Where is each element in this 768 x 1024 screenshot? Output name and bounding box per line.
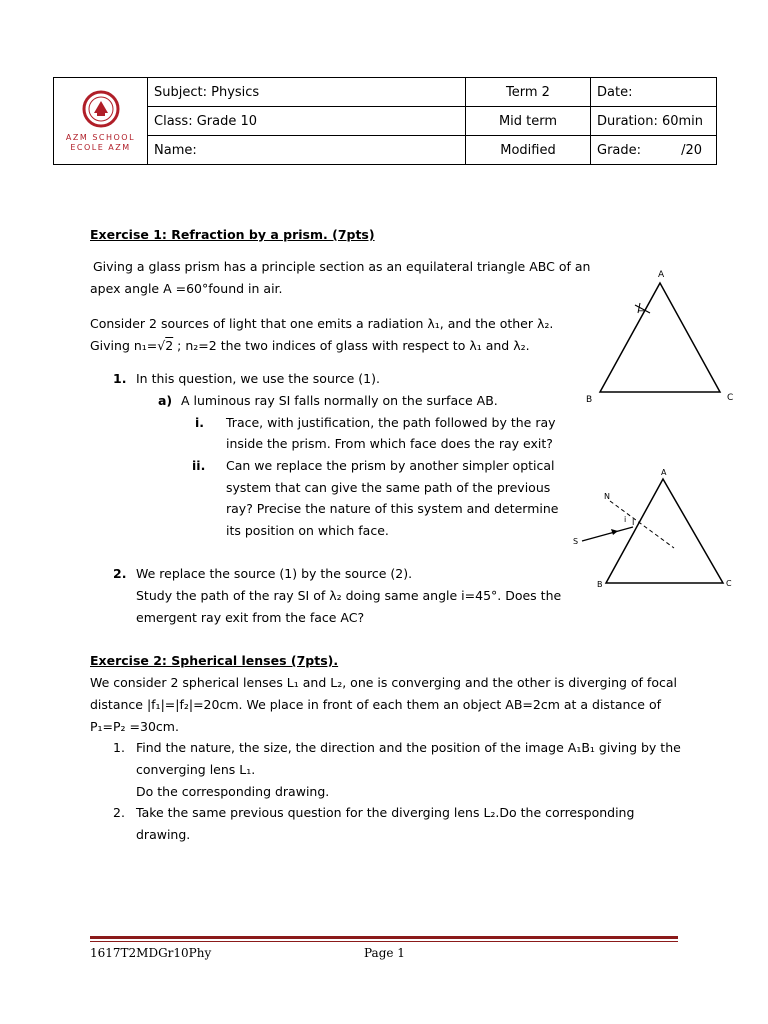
school-logo-cell xyxy=(54,78,148,165)
fig1-label-B: B xyxy=(586,395,593,405)
ex1-intro-line2: apex angle A =60°found in air. xyxy=(90,281,283,296)
ex2-q2-line1: Take the same previous question for the diverging lens L₂.Do the corresponding xyxy=(136,805,635,820)
ex1-q2-line1: We replace the source (1) by the source (2). xyxy=(136,566,413,581)
school-emblem-icon xyxy=(81,89,121,129)
subject-cell: Subject: Physics xyxy=(148,78,466,107)
ex1-qii-line3: ray? Precise the nature of this system and determine xyxy=(226,501,559,516)
header-table xyxy=(53,77,717,165)
ex1-sources-line1: Consider 2 sources of light that one emits a radiation λ₁, and the other λ₂. xyxy=(90,316,554,331)
ex1-n1-text: Giving n₁= xyxy=(90,338,158,353)
prism-triangle-2 xyxy=(606,479,723,583)
ex2-q1-number: 1. xyxy=(113,740,125,755)
ex1-intro-line1: Giving a glass prism has a principle section as an equilateral triangle ABC of an xyxy=(93,259,591,274)
grade-cell xyxy=(591,136,717,165)
ex1-q2-line3: emergent ray exit from the face AC? xyxy=(136,610,365,625)
fig1-label-I: I xyxy=(637,309,646,312)
fig2-label-B: B xyxy=(597,580,603,589)
fig2-label-A: A xyxy=(661,468,667,477)
ex1-qii-line4: its position on which face. xyxy=(226,523,389,538)
ex1-qi-line2: inside the prism. From which face does the ray exit? xyxy=(226,436,553,451)
fig2-normal-line xyxy=(610,501,674,548)
ex1-q1-number: 1. xyxy=(113,371,127,386)
ex1-sources-line2 xyxy=(90,337,530,355)
fig2-label-I: I xyxy=(632,518,635,527)
ex2-para-line3: P₁=P₂ =30cm. xyxy=(90,719,179,734)
exercise1-title: Exercise 1: Refraction by a prism. (7pts) xyxy=(90,227,375,242)
grade-total: /20 xyxy=(681,142,703,158)
footer-rule-thin xyxy=(90,941,678,942)
ex2-para-line2: distance |f₁|=|f₂|=20cm. We place in front of each them an object AB=2cm at a distance of xyxy=(90,697,662,712)
ex1-qii-line2: system that can give the same path of the previous xyxy=(226,480,551,495)
prism-triangle-1 xyxy=(600,283,720,392)
ex2-q2-line2: drawing. xyxy=(136,827,191,842)
ex1-qa-text: A luminous ray SI falls normally on the surface AB. xyxy=(181,393,498,408)
ex2-q1-line2: converging lens L₁. xyxy=(136,762,256,777)
date-cell: Date: xyxy=(591,78,717,107)
modified-cell: Modified xyxy=(466,136,591,165)
ex1-sqrt-value: 2 xyxy=(165,338,174,353)
ex1-q1-text: In this question, we use the source (1). xyxy=(136,371,380,386)
name-cell: Name: xyxy=(148,136,466,165)
fig2-label-i: i xyxy=(624,515,627,524)
ex1-q2-line2: Study the path of the ray SI of λ₂ doing same angle i=45°. Does the xyxy=(136,588,562,603)
fig1-label-A: A xyxy=(658,270,665,280)
footer-code: 1617T2MDGr10Phy xyxy=(90,946,212,960)
exam-cell: Mid term xyxy=(466,107,591,136)
exercise2-title: Exercise 2: Spherical lenses (7pts). xyxy=(90,653,339,668)
duration-cell: Duration: 60min xyxy=(591,107,717,136)
ex1-qa-number: a) xyxy=(158,393,173,408)
ex2-q1-line1: Find the nature, the size, the direction and the position of the image A₁B₁ giving by the xyxy=(136,740,681,755)
ex2-q2-number: 2. xyxy=(113,805,125,820)
class-cell: Class: Grade 10 xyxy=(148,107,466,136)
logo-line1: AZM SCHOOL xyxy=(65,133,136,142)
footer-rule-thick xyxy=(90,936,678,939)
prism-figure-2 xyxy=(568,465,743,595)
ex1-qi-line1: Trace, with justification, the path followed by the ray xyxy=(226,415,556,430)
ex2-q1-line3: Do the corresponding drawing. xyxy=(136,784,330,799)
ex1-n2-text: ; n₂=2 the two indices of glass with respect to λ₁ and λ₂. xyxy=(173,338,530,353)
fig2-label-C: C xyxy=(726,579,732,588)
sqrt-symbol: √ xyxy=(157,338,166,353)
footer-page: Page 1 xyxy=(364,946,405,960)
grade-label: Grade: xyxy=(597,142,642,158)
ex1-qii-number: ii. xyxy=(192,458,206,473)
fig2-label-S: S xyxy=(573,537,579,546)
ex1-qii-line1: Can we replace the prism by another simpler optical xyxy=(226,458,555,473)
ex1-qi-number: i. xyxy=(195,415,205,430)
ex2-para-line1: We consider 2 spherical lenses L₁ and L₂, one is converging and the other is diverging of focal xyxy=(90,675,677,690)
logo-line2: ECOLE AZM xyxy=(70,143,131,152)
fig2-label-N: N xyxy=(604,492,610,501)
ex1-q2-number: 2. xyxy=(113,566,127,581)
prism-figure-1 xyxy=(580,265,740,410)
fig2-incident-ray xyxy=(582,527,633,541)
fig1-label-C: C xyxy=(727,393,734,403)
term-cell: Term 2 xyxy=(466,78,591,107)
